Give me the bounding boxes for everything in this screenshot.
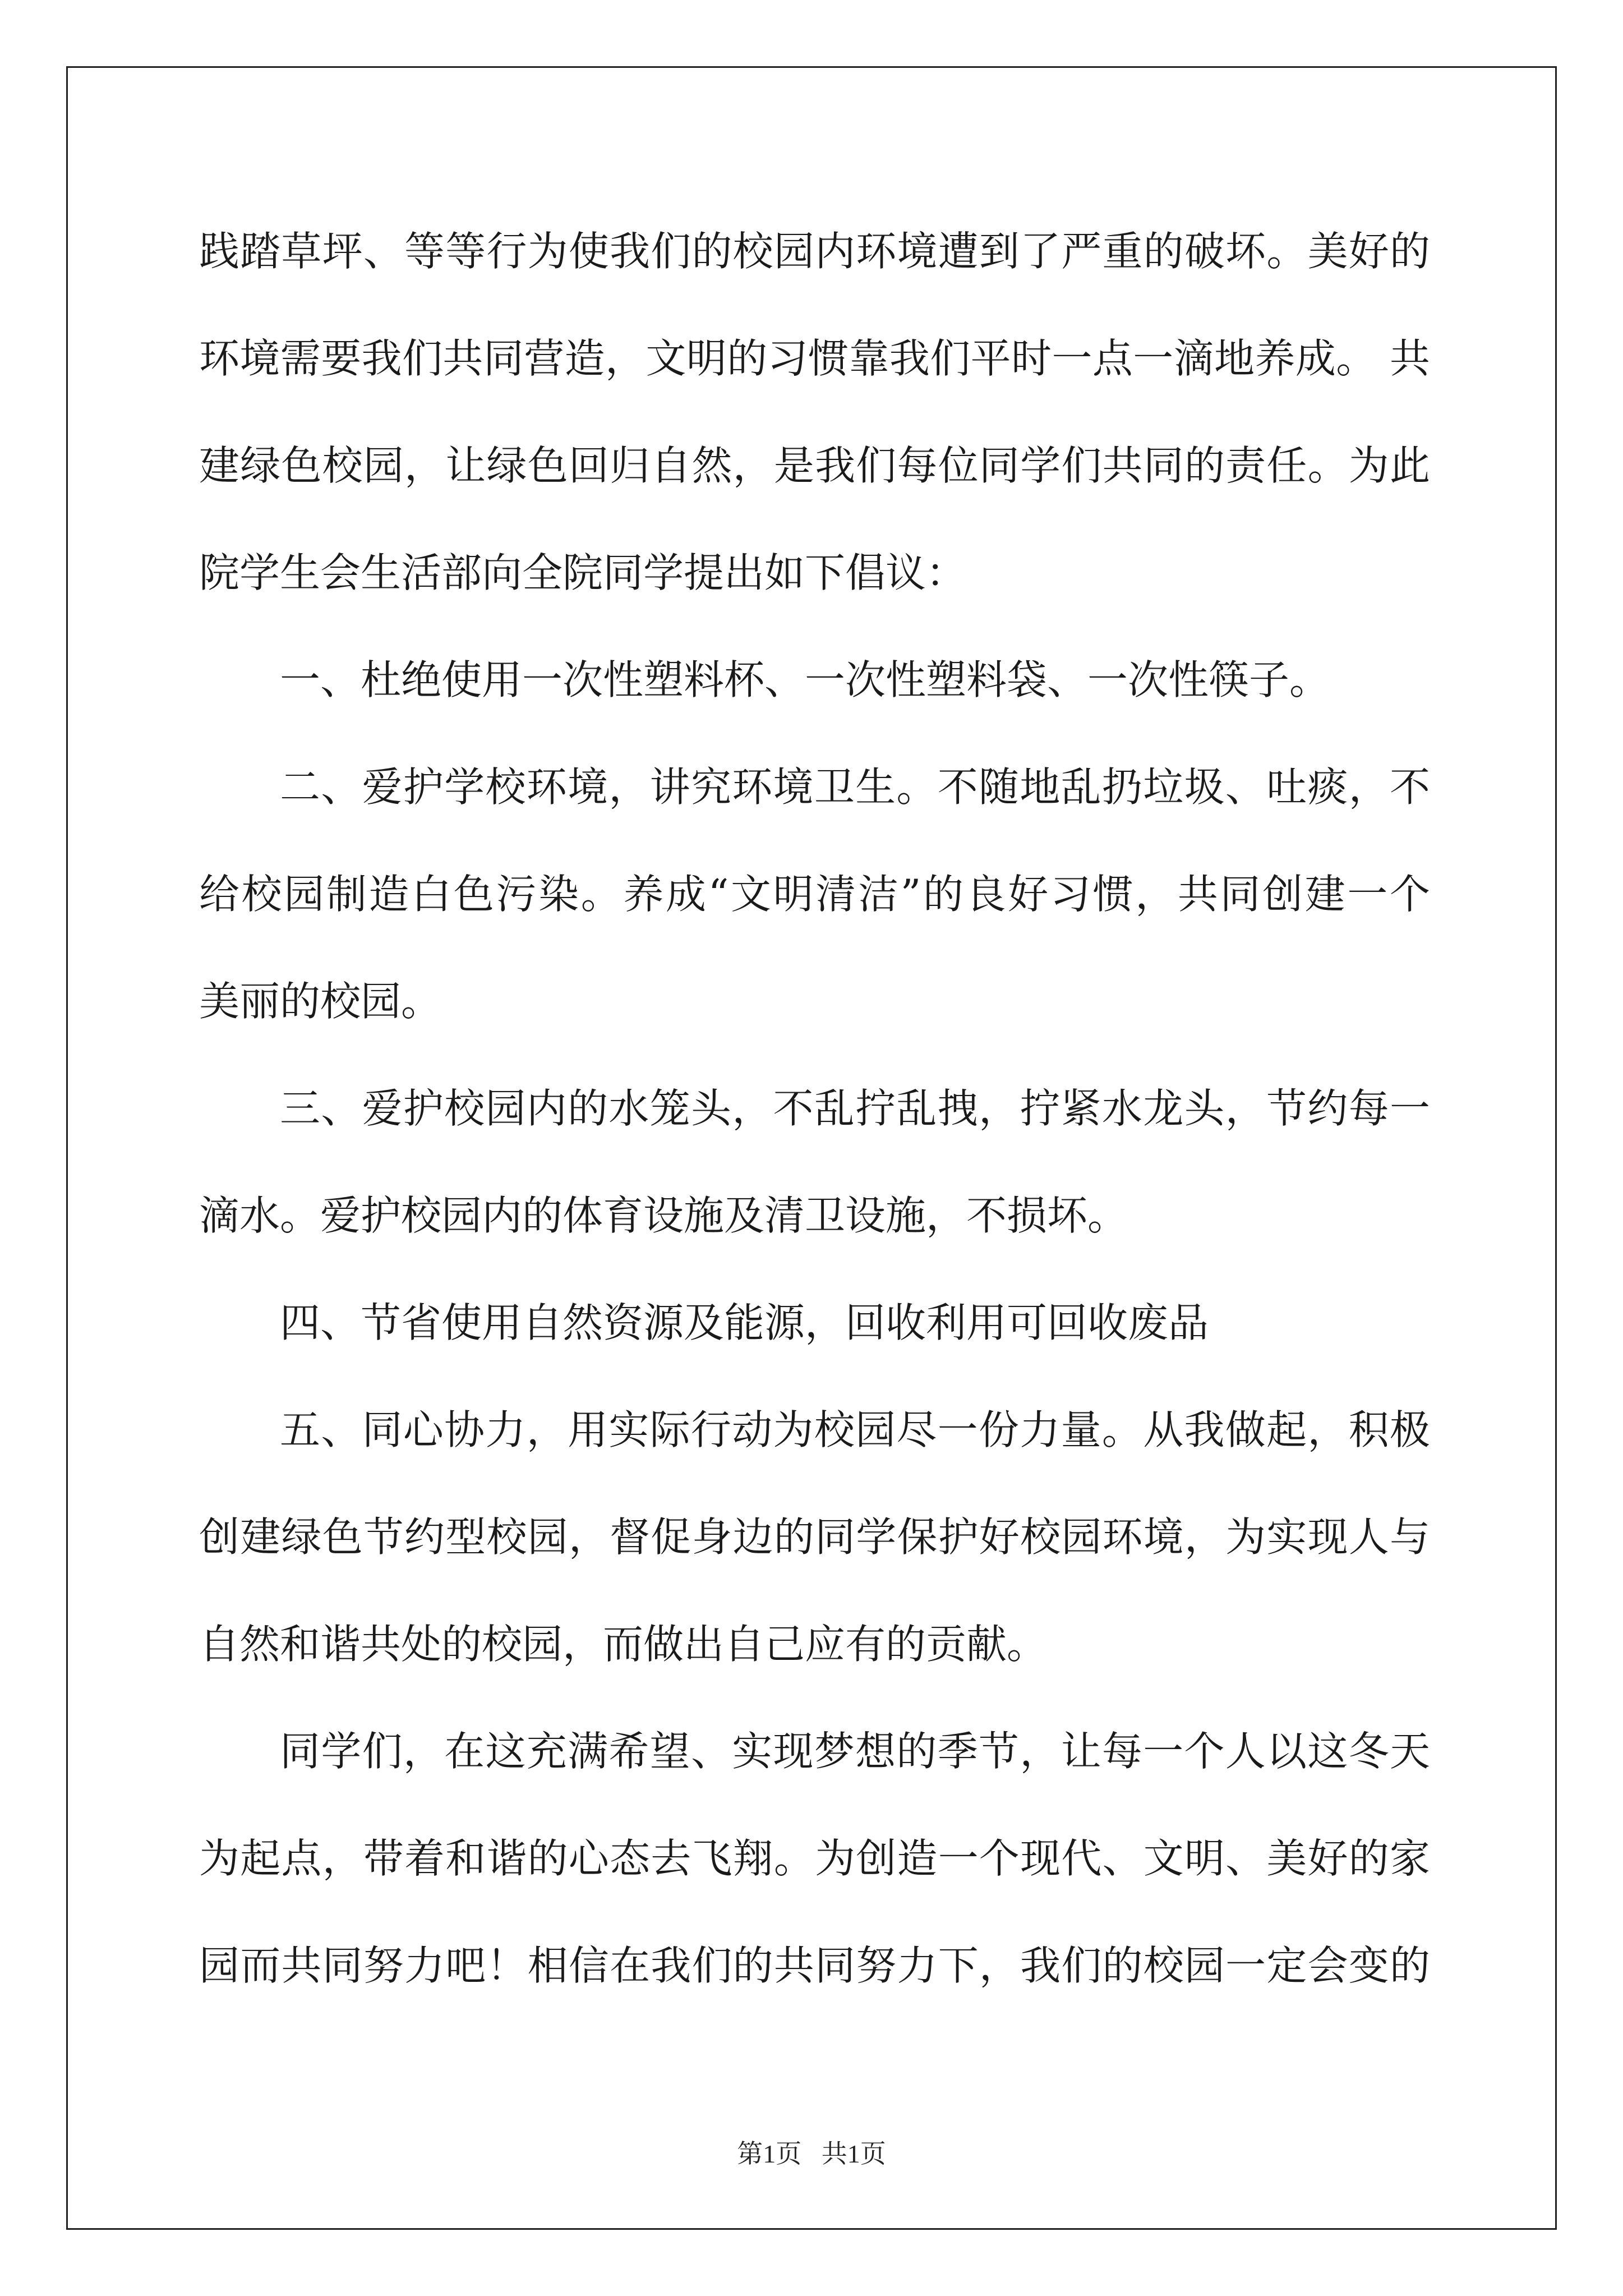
text-line: 二、爱护学校环境，讲究环境卫生。不随地乱扔垃圾、吐痰，不 (280, 763, 1430, 811)
page-number: 第1页 (737, 2139, 802, 2168)
text-line: 滴水。爱护校园内的体育设施及清卫设施，不损坏。 (199, 1192, 1128, 1239)
text-line: 一、杜绝使用一次性塑料杯、一次性塑料袋、一次性筷子。 (280, 656, 1330, 703)
text-line: 为起点，带着和谐的心态去飞翔。为创造一个现代、文明、美好的家 (199, 1835, 1430, 1882)
text-line: 环境需要我们共同营造，文明的习惯靠我们平时一点一滴地养成。 共 (199, 335, 1430, 382)
text-line: 五、同心协力，用实际行动为校园尽一份力量。从我做起，积极 (280, 1406, 1430, 1453)
text-line: 美丽的校园。 (199, 978, 442, 1025)
text-line: 建绿色校园，让绿色回归自然，是我们每位同学们共同的责任。为此 (199, 442, 1430, 489)
text-line: 院学生会生活部向全院同学提出如下倡议： (199, 549, 967, 596)
text-line: 同学们，在这充满希望、实现梦想的季节，让每一个人以这冬天 (280, 1728, 1430, 1775)
text-line: 自然和谐共处的校园，而做出自己应有的贡献。 (199, 1621, 1048, 1668)
text-line: 园而共同努力吧！相信在我们的共同努力下，我们的校园一定会变的 (199, 1942, 1430, 1989)
text-line: 四、节省使用自然资源及能源，回收利用可回收废品 (280, 1299, 1209, 1346)
page-total: 共1页 (821, 2139, 886, 2168)
text-line: 践踏草坪、等等行为使我们的校园内环境遭到了严重的破坏。美好的 (199, 228, 1430, 275)
text-line: 三、爱护校园内的水笼头，不乱拧乱拽，拧紧水龙头，节约每一 (280, 1085, 1430, 1132)
page-footer (0, 2137, 1623, 2171)
document-body (199, 214, 1430, 2036)
text-line: 创建绿色节约型校园，督促身边的同学保护好校园环境，为实现人与 (199, 1513, 1430, 1561)
text-line: 给校园制造白色污染。养成“文明清洁”的良好习惯，共同创建一个 (199, 871, 1430, 918)
